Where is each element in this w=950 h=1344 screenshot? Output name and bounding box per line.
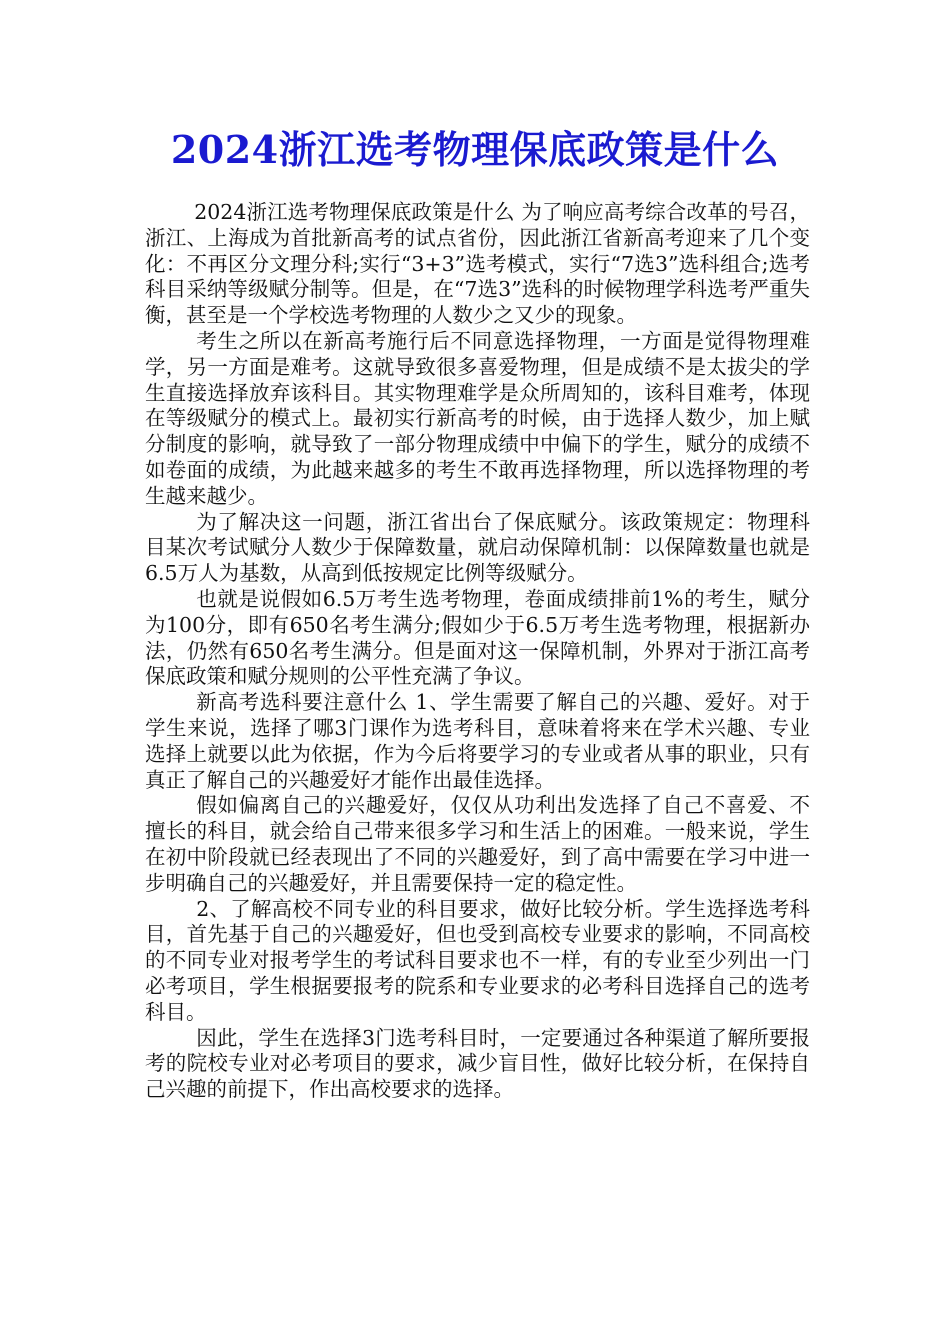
paragraph-3: 为了解决这一问题，浙江省出台了保底赋分。该政策规定：物理科目某次考试赋分人数少于保障数量，就启动保障机制：以保障数量也就是6.5万人为基数，从高到低按规定比例等级赋分。 bbox=[145, 509, 810, 586]
document-title: 2024浙江选考物理保底政策是什么 bbox=[170, 127, 780, 172]
paragraph-4: 也就是说假如6.5万考生选考物理，卷面成绩排前1%的考生，赋分为100分，即有650名考生满分;假如少于6.5万考生选考物理，根据新办法，仍然有650名考生满分。但是面对这一保障机制，外界对于浙江高考保底政策和赋分规则的公平性充满了争议。 bbox=[145, 586, 810, 689]
paragraph-1: 2024浙江选考物理保底政策是什么 为了响应高考综合改革的号召，浙江、上海成为首批新高考的试点省份，因此浙江省新高考迎来了几个变化：不再区分文理分科;实行“3+3”选考模式，实行“7选3”选科组合;选考科目采纳等级赋分制等。但是，在“7选3”选科的时候物理学科选考严重失衡，甚至是一个学校选考物理的人数少之又少的现象。 bbox=[145, 200, 810, 328]
paragraph-8: 因此，学生在选择3门选考科目时，一定要通过各种渠道了解所要报考的院校专业对必考项目的要求，减少盲目性，做好比较分析，在保持自己兴趣的前提下，作出高校要求的选择。 bbox=[145, 1025, 810, 1102]
paragraph-7: 2、了解高校不同专业的科目要求，做好比较分析。学生选择选考科目，首先基于自己的兴趣爱好，但也受到高校专业要求的影响，不同高校的不同专业对报考学生的考试科目要求也不一样，有的专业至少列出一门必考项目，学生根据要报考的院系和专业要求的必考科目选择自己的选考科目。 bbox=[145, 896, 810, 1024]
document-body bbox=[145, 200, 810, 1103]
paragraph-2: 考生之所以在新高考施行后不同意选择物理，一方面是觉得物理难学，另一方面是难考。这就导致很多喜爱物理，但是成绩不是太拔尖的学生直接选择放弃该科目。其实物理难学是众所周知的，该科目难考，体现在等级赋分的模式上。最初实行新高考的时候，由于选择人数少，加上赋分制度的影响，就导致了一部分物理成绩中中偏下的学生，赋分的成绩不如卷面的成绩，为此越来越多的考生不敢再选择物理，所以选择物理的考生越来越少。 bbox=[145, 328, 810, 508]
paragraph-6: 假如偏离自己的兴趣爱好，仅仅从功利出发选择了自己不喜爱、不擅长的科目，就会给自己带来很多学习和生活上的困难。一般来说，学生在初中阶段就已经表现出了不同的兴趣爱好，到了高中需要在学习中进一步明确自己的兴趣爱好，并且需要保持一定的稳定性。 bbox=[145, 793, 810, 895]
paragraph-5: 新高考选科要注意什么 1、学生需要了解自己的兴趣、爱好。对于学生来说，选择了哪3门课作为选考科目，意味着将来在学术兴趣、专业选择上就要以此为依据，作为今后将要学习的专业或者从事的职业，只有真正了解自己的兴趣爱好才能作出最佳选择。 bbox=[145, 690, 810, 792]
